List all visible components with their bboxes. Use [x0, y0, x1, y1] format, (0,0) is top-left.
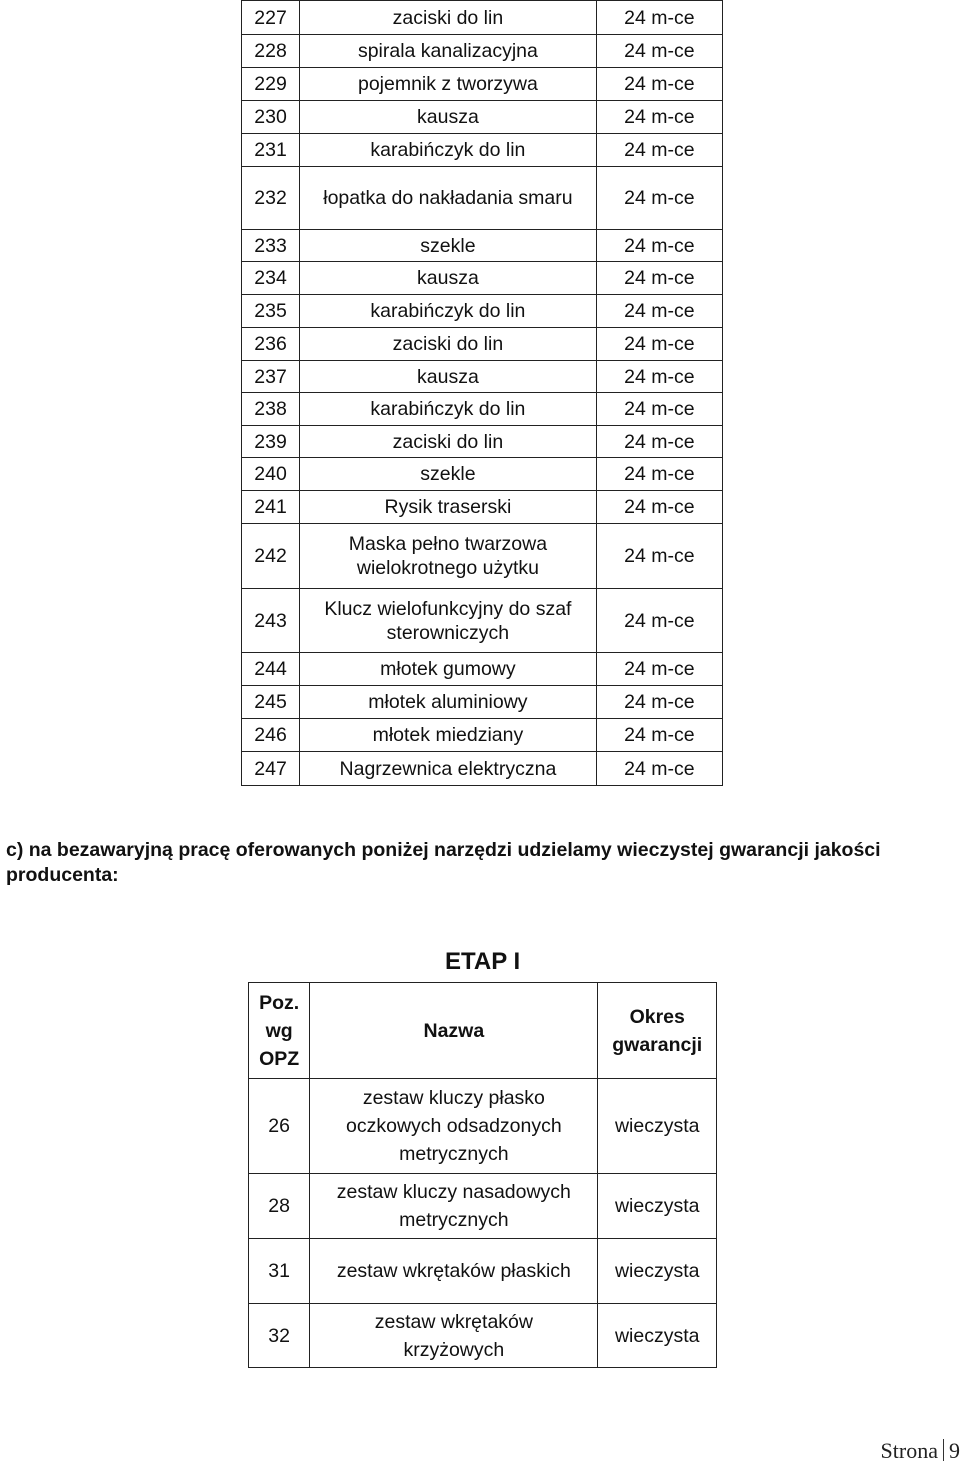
table-row: [242, 719, 723, 752]
item-number: 244: [242, 653, 300, 686]
warranty-period: 24 m-ce: [596, 426, 722, 458]
item-number: 242: [242, 524, 300, 589]
table-row: [249, 1174, 717, 1239]
item-number: 232: [242, 167, 300, 230]
table-row: [242, 491, 723, 524]
item-name: zestaw wkrętaków krzyżowych: [310, 1304, 598, 1368]
item-name: zaciski do lin: [300, 1, 597, 35]
table-row: [242, 262, 723, 295]
table-row: [242, 134, 723, 167]
item-name: spirala kanalizacyjna: [300, 35, 597, 68]
item-name: kausza: [300, 361, 597, 393]
warranty-period: 24 m-ce: [596, 1, 722, 35]
table-row: [242, 328, 723, 361]
table-row: [242, 524, 723, 589]
warranty-period: 24 m-ce: [596, 295, 722, 328]
warranty-period: 24 m-ce: [596, 68, 722, 101]
item-name: młotek gumowy: [300, 653, 597, 686]
table-row: [242, 230, 723, 262]
item-number: 229: [242, 68, 300, 101]
item-name: Nagrzewnica elektryczna: [300, 752, 597, 786]
etap-title: ETAP I: [445, 948, 521, 975]
warranty-period: 24 m-ce: [596, 752, 722, 786]
item-name: zestaw kluczy płasko oczkowych odsadzonych metrycznych: [310, 1079, 598, 1174]
table-row: [242, 426, 723, 458]
item-number: 227: [242, 1, 300, 35]
warranty-period: 24 m-ce: [596, 458, 722, 491]
warranty-period: wieczysta: [598, 1239, 717, 1304]
page-footer: [881, 1438, 960, 1464]
table-row: [249, 1239, 717, 1304]
footer-label: Strona: [880, 1438, 938, 1463]
warranty-period: 24 m-ce: [596, 134, 722, 167]
table-row: [242, 752, 723, 786]
item-number: 32: [249, 1304, 310, 1368]
warranty-period: 24 m-ce: [596, 35, 722, 68]
table-row: [242, 393, 723, 426]
item-number: 234: [242, 262, 300, 295]
item-number: 240: [242, 458, 300, 491]
warranty-period: 24 m-ce: [596, 101, 722, 134]
warranty-period: 24 m-ce: [596, 230, 722, 262]
item-name: zestaw kluczy nasadowych metrycznych: [310, 1174, 598, 1239]
item-name: karabińczyk do lin: [300, 134, 597, 167]
warranty-period: 24 m-ce: [596, 686, 722, 719]
item-number: 247: [242, 752, 300, 786]
item-number: 235: [242, 295, 300, 328]
warranty-period: 24 m-ce: [596, 361, 722, 393]
table-row: [242, 686, 723, 719]
warranty-period: 24 m-ce: [596, 524, 722, 589]
item-name: kausza: [300, 101, 597, 134]
item-number: 238: [242, 393, 300, 426]
table-row: [249, 1304, 717, 1368]
item-number: 231: [242, 134, 300, 167]
warranty-period: wieczysta: [598, 1174, 717, 1239]
warranty-period: 24 m-ce: [596, 328, 722, 361]
item-name: pojemnik z tworzywa: [300, 68, 597, 101]
item-number: 243: [242, 589, 300, 653]
warranty-period: 24 m-ce: [596, 167, 722, 230]
item-number: 245: [242, 686, 300, 719]
item-name: zestaw wkrętaków płaskich: [310, 1239, 598, 1304]
table-row: [242, 295, 723, 328]
table-row: [242, 101, 723, 134]
item-name: Rysik traserski: [300, 491, 597, 524]
item-name: szekle: [300, 230, 597, 262]
table-header-row: [249, 983, 717, 1079]
item-name: karabińczyk do lin: [300, 393, 597, 426]
header-name: Nazwa: [310, 983, 598, 1079]
item-number: 246: [242, 719, 300, 752]
header-period: Okres gwarancji: [598, 983, 717, 1079]
item-number: 28: [249, 1174, 310, 1239]
item-name: młotek miedziany: [300, 719, 597, 752]
page-number: 9: [949, 1438, 960, 1463]
warranty-table-24-months: [241, 0, 723, 786]
item-name: Maska pełno twarzowa wielokrotnego użytku: [300, 524, 597, 589]
table-row: [249, 1079, 717, 1174]
item-number: 230: [242, 101, 300, 134]
item-number: 31: [249, 1239, 310, 1304]
item-number: 239: [242, 426, 300, 458]
item-number: 236: [242, 328, 300, 361]
item-name: kausza: [300, 262, 597, 295]
item-name: szekle: [300, 458, 597, 491]
item-name: zaciski do lin: [300, 328, 597, 361]
item-name: karabińczyk do lin: [300, 295, 597, 328]
warranty-table-lifetime: [248, 982, 717, 1368]
warranty-period: 24 m-ce: [596, 589, 722, 653]
table-row: [242, 653, 723, 686]
table-row: [242, 167, 723, 230]
table-row: [242, 35, 723, 68]
item-name: Klucz wielofunkcyjny do szaf sterowniczych: [300, 589, 597, 653]
warranty-period: 24 m-ce: [596, 653, 722, 686]
item-number: 233: [242, 230, 300, 262]
warranty-period: 24 m-ce: [596, 719, 722, 752]
table-row: [242, 1, 723, 35]
item-name: zaciski do lin: [300, 426, 597, 458]
item-number: 237: [242, 361, 300, 393]
table-row: [242, 589, 723, 653]
item-number: 241: [242, 491, 300, 524]
warranty-period: wieczysta: [598, 1079, 717, 1174]
warranty-period: 24 m-ce: [596, 491, 722, 524]
footer-divider: [943, 1439, 944, 1461]
item-number: 228: [242, 35, 300, 68]
section-heading: c) na bezawaryjną pracę oferowanych poniżej narzędzi udzielamy wieczystej gwarancji jakości producenta:: [6, 839, 881, 886]
table-row: [242, 361, 723, 393]
item-name: młotek aluminiowy: [300, 686, 597, 719]
warranty-period: 24 m-ce: [596, 262, 722, 295]
item-name: łopatka do nakładania smaru: [300, 167, 597, 230]
warranty-period: wieczysta: [598, 1304, 717, 1368]
item-number: 26: [249, 1079, 310, 1174]
table-row: [242, 458, 723, 491]
header-position: Poz. wg OPZ: [249, 983, 310, 1079]
warranty-period: 24 m-ce: [596, 393, 722, 426]
table-row: [242, 68, 723, 101]
